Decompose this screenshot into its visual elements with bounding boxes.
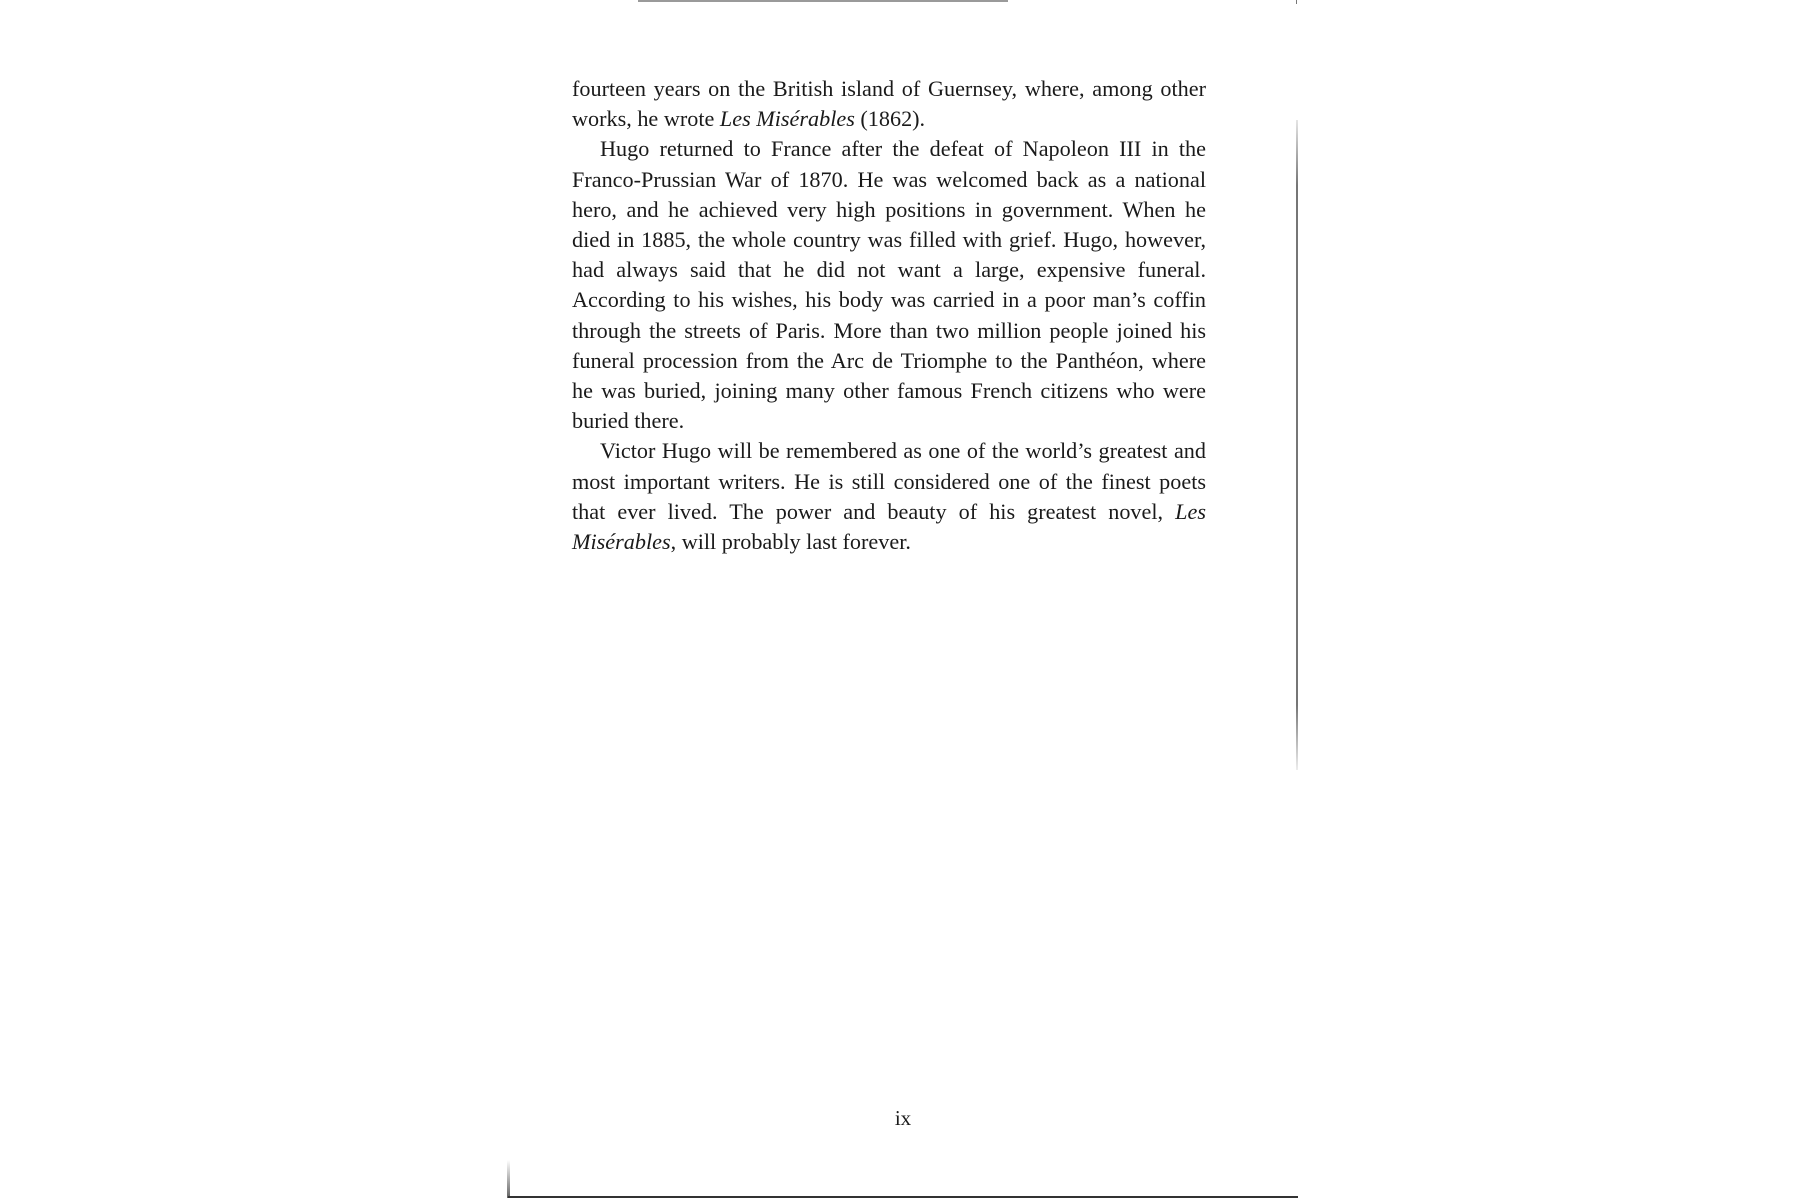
paragraph-text: fourteen years on the British island of Guernsey, where, among other works, he wrote [572, 76, 1206, 132]
paragraph-2 [572, 134, 1206, 436]
body-text [572, 74, 1206, 557]
scan-top-edge [638, 0, 1008, 2]
scan-bottom-corner [507, 1160, 510, 1198]
paragraph-1 [572, 74, 1206, 134]
scan-bottom-edge [508, 1196, 1298, 1198]
book-title-italic: Les Misérables [719, 106, 855, 132]
paragraph-text: Victor Hugo will be remembered as one of the world’s greatest and most important writers. He is still considered one of the finest poets that ever lived. The power and beauty of his greatest novel, [572, 438, 1206, 524]
paragraph-text: Hugo returned to France after the defeat of Napoleon III in the Franco-Prussian War of 1870. He was welcomed back as a national hero, and he achieved very high positions in government. When he died in 1885, the whole country was filled with grief. Hugo, however, had always said that he did not want a large, expensive funeral. According to his wishes, his body was carried in a poor man’s coffin through the streets of Paris. More than two million people joined his funeral procession from the Arc de Triomphe to the Panthéon, where he was buried, joining many other famous French citizens who were buried there. [572, 136, 1206, 434]
scan-right-edge [1296, 120, 1298, 770]
scan-top-tick [1296, 0, 1297, 4]
paragraph-3 [572, 436, 1206, 557]
paragraph-text: , will probably last forever. [670, 529, 911, 555]
paragraph-text: (1862). [854, 106, 926, 132]
book-page [508, 0, 1298, 1200]
book-title-italic: Les Misérables [572, 498, 1206, 555]
page-number: ix [894, 1106, 912, 1130]
